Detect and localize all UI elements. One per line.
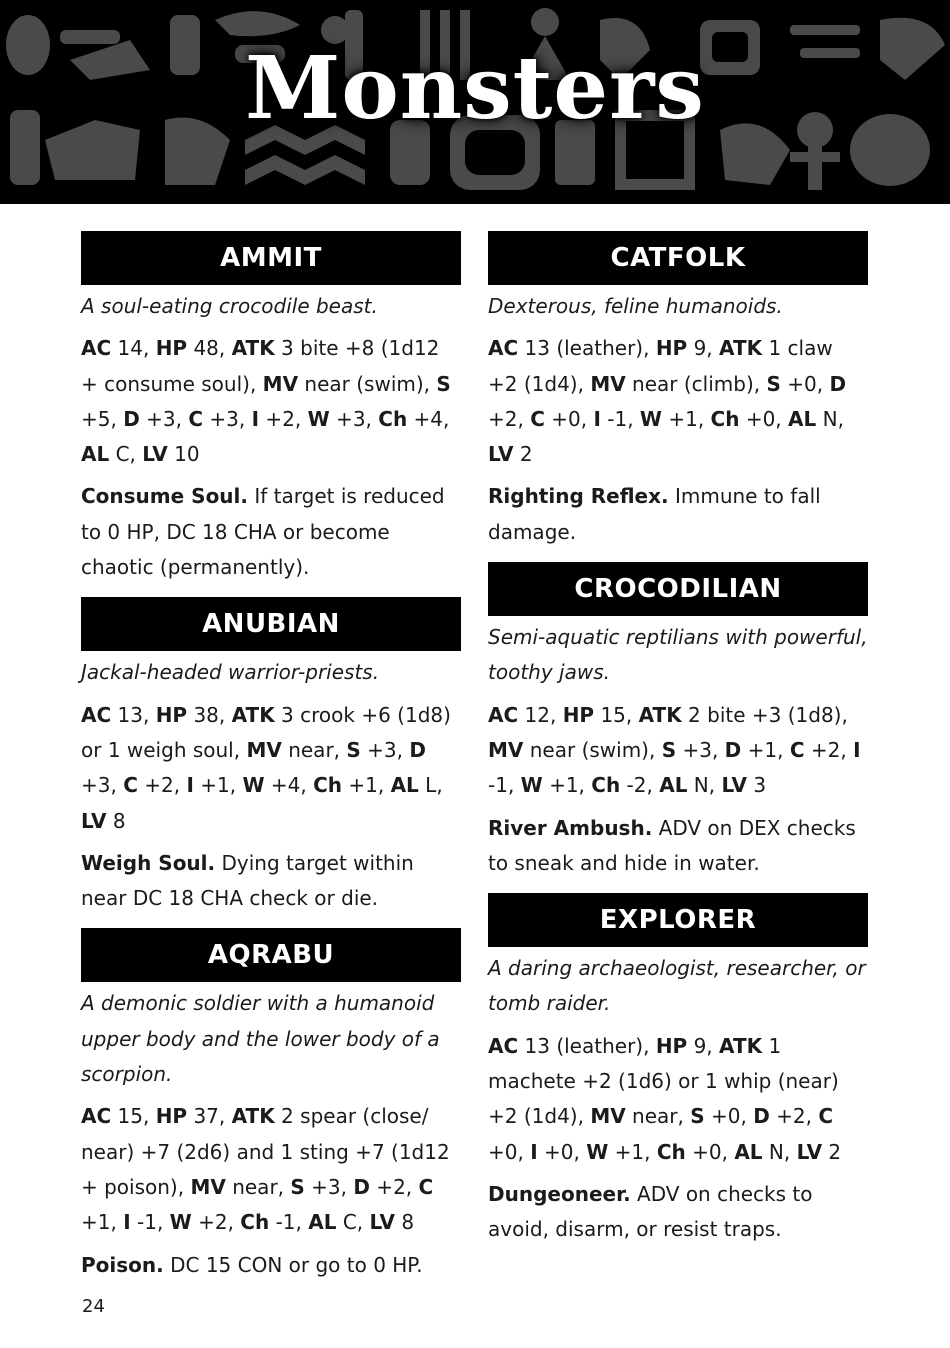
monster-stat-block (488, 698, 868, 804)
stat-label: Ch (591, 773, 621, 798)
stat-label: I (186, 773, 194, 798)
monster-entry-anubian (81, 597, 461, 916)
stat-label: LV (81, 808, 107, 833)
stat-value: near (swim), (523, 737, 662, 762)
stat-label: D (123, 406, 140, 431)
monster-entry-aqrabu (81, 928, 461, 1282)
ability-name: Weigh Soul. (81, 850, 216, 875)
stat-value: +2, (804, 737, 854, 762)
stat-label: Ch (378, 406, 408, 431)
left-column (81, 231, 461, 1295)
stat-value: +3, (304, 1174, 354, 1199)
header-banner (0, 0, 950, 204)
stat-value: near, (281, 737, 347, 762)
ability-name: Poison. (81, 1252, 164, 1277)
stat-value: +3, (139, 406, 189, 431)
monster-description: A soul-eating crocodile beast. (81, 294, 378, 318)
stat-value: -1, (269, 1210, 309, 1235)
stat-label: I (251, 406, 260, 431)
stat-label: W (307, 406, 330, 431)
stat-value: near, (225, 1174, 291, 1199)
ability-text: ADV on DEX checks to sneak and hide in water. (488, 815, 856, 875)
stat-label: W (242, 773, 265, 798)
stat-value: 8 (394, 1210, 415, 1235)
stat-label: HP (562, 702, 595, 727)
stat-label: AC (488, 336, 519, 361)
stat-value: 3 bite +8 (1d12 + consume soul), (81, 336, 440, 396)
stat-value: +0, (544, 406, 594, 431)
stat-value: +0, (488, 1139, 531, 1164)
stat-label: MV (488, 737, 524, 762)
stat-value: 10 (167, 442, 200, 467)
stat-label: LV (142, 442, 168, 467)
stat-label: I (123, 1210, 131, 1235)
stat-label: Ch (240, 1210, 270, 1235)
stat-label: LV (369, 1210, 395, 1235)
stat-label: C (418, 1174, 434, 1199)
ability-text: If target is reduced to 0 HP, DC 18 CHA or become chaotic (permanently). (81, 484, 445, 580)
monster-stat-block (488, 1029, 868, 1170)
monster-name: CROCODILIAN (488, 562, 868, 616)
stat-label: AL (788, 406, 817, 431)
stat-value: L, (418, 773, 443, 798)
stat-value: 8 (106, 808, 126, 833)
stat-value: C, (109, 442, 143, 467)
monster-entry-explorer (488, 893, 868, 1247)
stat-label: HP (155, 336, 188, 361)
stat-value: 3 crook +6 (1d8) or 1 weigh soul, (81, 702, 451, 762)
ability-name: Dungeoneer. (488, 1181, 631, 1206)
stat-label: ATK (231, 1104, 275, 1129)
stat-value: +0, (685, 1139, 735, 1164)
stat-label: W (169, 1210, 192, 1235)
stat-value: near (climb), (625, 371, 767, 396)
monster-ability (488, 479, 868, 550)
stat-label: AC (81, 1104, 112, 1129)
stat-label: ATK (719, 336, 763, 361)
stat-label: D (753, 1104, 770, 1129)
stat-label: HP (155, 1104, 188, 1129)
stat-label: W (639, 406, 662, 431)
stat-value: +1, (608, 1139, 657, 1164)
monster-name: ANUBIAN (81, 597, 461, 651)
stat-value: N, (687, 773, 722, 798)
monster-ability (488, 811, 868, 882)
stat-label: D (353, 1174, 370, 1199)
stat-value: 2 (513, 442, 533, 467)
stat-label: AL (390, 773, 419, 798)
stat-value: +0, (704, 1104, 754, 1129)
stat-value: +2, (769, 1104, 819, 1129)
stat-value: -1, (130, 1210, 170, 1235)
monster-ability (81, 846, 461, 917)
stat-label: LV (488, 442, 514, 467)
stat-label: ATK (231, 702, 275, 727)
stat-label: S (690, 1104, 705, 1129)
stat-label: Ch (313, 773, 343, 798)
monster-name: EXPLORER (488, 893, 868, 947)
stat-label: I (853, 737, 861, 762)
stat-label: AC (81, 702, 112, 727)
stat-value: 14, (111, 336, 156, 361)
stat-label: Ch (656, 1139, 686, 1164)
ability-name: Righting Reflex. (488, 484, 669, 509)
stat-label: ATK (638, 702, 682, 727)
stat-label: MV (590, 371, 626, 396)
stat-label: D (724, 737, 742, 762)
stat-label: LV (796, 1139, 823, 1164)
stat-value: C, (336, 1210, 370, 1235)
stat-label: AC (81, 336, 112, 361)
ability-text: Dying target within near DC 18 CHA check or die. (81, 850, 414, 911)
stat-label: Ch (710, 406, 740, 431)
stat-value: +3, (360, 737, 410, 762)
monster-entry-ammit (81, 231, 461, 585)
stat-value: +0, (739, 406, 789, 431)
stat-value: 2 bite +3 (1d8), (681, 702, 848, 727)
monster-description: A demonic soldier with a humanoid upper body and the lower body of a scorpion. (81, 991, 440, 1087)
stat-value: 38, (187, 702, 232, 727)
stat-label: C (188, 406, 204, 431)
monster-name: CATFOLK (488, 231, 868, 285)
stat-value: near (swim), (298, 371, 437, 396)
stat-value: +0, (537, 1139, 587, 1164)
stat-label: S (290, 1174, 305, 1199)
stat-value: 13 (leather), (518, 336, 656, 361)
stat-value: near, (625, 1104, 691, 1129)
stat-value: 37, (187, 1104, 232, 1129)
ability-name: River Ambush. (488, 815, 653, 840)
stat-value: +1, (542, 773, 592, 798)
stat-value: 15, (111, 1104, 156, 1129)
stat-label: ATK (231, 336, 275, 361)
stat-label: HP (655, 336, 688, 361)
monster-entry-crocodilian (488, 562, 868, 881)
stat-value: +2, (137, 773, 187, 798)
monster-stat-block (81, 331, 461, 472)
monster-entry-catfolk (488, 231, 868, 550)
stat-value: +2, (488, 406, 531, 431)
stat-label: W (520, 773, 543, 798)
right-column (488, 231, 868, 1260)
stat-value: +2, (191, 1210, 241, 1235)
monster-ability (81, 1248, 461, 1283)
ability-text: DC 15 CON or go to 0 HP. (163, 1252, 423, 1277)
stat-value: +1, (741, 737, 790, 762)
stat-value: 12, (518, 702, 563, 727)
stat-value: 13, (111, 702, 156, 727)
stat-label: AL (659, 773, 688, 798)
stat-value: +3, (203, 406, 252, 431)
stat-value: +4, (264, 773, 314, 798)
stat-label: AL (734, 1139, 763, 1164)
stat-label: C (818, 1104, 834, 1129)
stat-label: I (593, 406, 601, 431)
monster-description: Jackal-headed warrior-priests. (81, 660, 380, 685)
stat-label: AL (308, 1210, 337, 1235)
stat-value: +1, (342, 773, 391, 798)
page-number: 24 (82, 1296, 105, 1317)
stat-label: MV (246, 737, 282, 762)
monster-ability (81, 479, 461, 585)
ability-text: ADV on checks to avoid, disarm, or resist traps. (488, 1181, 813, 1242)
monster-stat-block (81, 1099, 461, 1240)
monster-name: AQRABU (81, 928, 461, 982)
stat-label: I (530, 1139, 538, 1164)
stat-label: HP (155, 702, 188, 727)
stat-label: MV (262, 371, 299, 396)
stat-value: +5, (81, 406, 124, 431)
stat-value: -1, (600, 406, 640, 431)
monster-stat-block (81, 698, 461, 839)
stat-value: 2 (822, 1139, 842, 1164)
stat-label: W (586, 1139, 609, 1164)
stat-label: ATK (719, 1033, 763, 1058)
stat-value: +3, (676, 737, 725, 762)
stat-value: +1, (81, 1210, 124, 1235)
monster-stat-block (488, 331, 868, 472)
stat-value: +2, (369, 1174, 419, 1199)
stat-value: N, (816, 406, 844, 431)
stat-label: S (661, 737, 677, 762)
stat-value: +4, (407, 406, 450, 431)
stat-value: 13 (leather), (518, 1033, 656, 1058)
ability-text: Immune to fall damage. (488, 484, 821, 544)
monster-ability (488, 1177, 868, 1248)
stat-label: S (436, 371, 451, 396)
stat-value: -2, (620, 773, 660, 798)
stat-value: 1 claw +2 (1d4), (488, 336, 833, 396)
stat-label: MV (590, 1104, 626, 1129)
stat-label: AC (488, 1033, 519, 1058)
stat-value: +1, (661, 406, 711, 431)
stat-label: D (829, 371, 847, 396)
stat-value: 3 (746, 773, 767, 798)
stat-value: 2 spear (close/ near) +7 (2d6) and 1 sting +7 (1d12 + poison), (81, 1104, 450, 1199)
stat-value: +0, (780, 371, 830, 396)
stat-value: -1, (488, 773, 521, 798)
monster-description: Semi-aquatic reptilians with powerful, toothy jaws. (488, 625, 868, 685)
stat-label: AC (488, 702, 519, 727)
stat-label: LV (721, 773, 747, 798)
stat-value: 9, (687, 336, 720, 361)
monster-description: A daring archaeologist, researcher, or tomb raider. (488, 956, 866, 1016)
stat-value: 15, (594, 702, 639, 727)
stat-label: HP (655, 1033, 688, 1058)
monster-name: AMMIT (81, 231, 461, 285)
stat-label: S (766, 371, 781, 396)
stat-label: AL (81, 442, 110, 467)
ability-name: Consume Soul. (81, 484, 249, 509)
monster-description: Dexterous, feline humanoids. (488, 294, 783, 318)
stat-label: C (789, 737, 805, 762)
stat-value: 48, (187, 336, 232, 361)
stat-value: +3, (81, 773, 124, 798)
stat-value: 9, (687, 1033, 720, 1058)
stat-label: C (530, 406, 545, 431)
stat-label: MV (190, 1174, 226, 1199)
stat-value: +3, (329, 406, 379, 431)
stat-label: D (409, 737, 426, 762)
stat-value: N, (762, 1139, 797, 1164)
stat-value: +2, (259, 406, 308, 431)
stat-label: S (346, 737, 361, 762)
page-title: Monsters (245, 38, 705, 139)
stat-value: 1 machete +2 (1d6) or 1 whip (near) +2 (1d4), (488, 1033, 839, 1129)
stat-label: C (123, 773, 138, 798)
stat-value: +1, (193, 773, 243, 798)
